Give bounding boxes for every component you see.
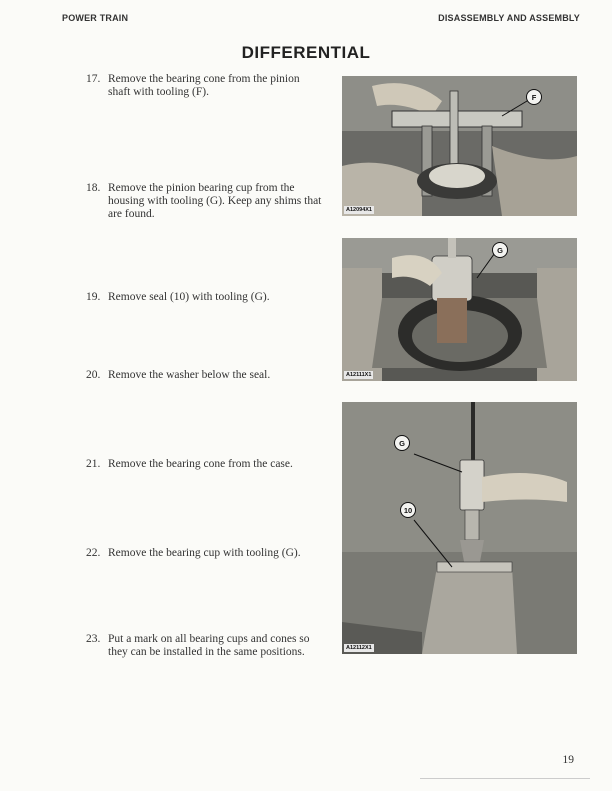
step-18 [86, 182, 322, 221]
photo-bearing-cup-removal [342, 402, 577, 654]
step-number: 22. [86, 547, 101, 559]
step-22 [86, 547, 322, 560]
step-number: 20. [86, 369, 101, 381]
callout-tool-g: G [394, 435, 410, 451]
callout-tool-g: G [492, 242, 508, 258]
step-text: Remove the bearing cup with tooling (G). [108, 547, 301, 559]
step-20 [86, 369, 322, 382]
step-17 [86, 73, 322, 99]
step-21 [86, 458, 322, 471]
photo-bearing-puller [342, 76, 577, 216]
step-number: 19. [86, 291, 101, 303]
callout-tool-f: F [526, 89, 542, 105]
header-chapter-title: DISASSEMBLY AND ASSEMBLY [438, 13, 580, 23]
step-text: Remove the bearing cone from the case. [108, 458, 293, 470]
step-number: 23. [86, 633, 101, 645]
step-23 [86, 633, 322, 659]
photo-reference-code: A12094X1 [346, 207, 372, 213]
step-text: Remove the bearing cone from the pinion shaft with tooling (F). [108, 73, 300, 98]
step-number: 21. [86, 458, 101, 470]
step-19 [86, 291, 322, 304]
page-number: 19 [562, 754, 574, 766]
callout-seal-10: 10 [400, 502, 416, 518]
page-title: DIFFERENTIAL [241, 43, 371, 62]
header-section-title: POWER TRAIN [62, 13, 129, 23]
photo-reference-code: A12112X1 [346, 645, 372, 651]
footer-divider [420, 778, 590, 779]
step-number: 18. [86, 182, 101, 194]
photo-illustration [342, 238, 577, 381]
step-number: 17. [86, 73, 101, 85]
step-text: Remove the pinion bearing cup from the housing with tooling (G). Keep any shims that are found. [108, 182, 322, 220]
step-text: Remove seal (10) with tooling (G). [108, 291, 270, 303]
photo-seal-removal [342, 238, 577, 381]
photo-illustration [342, 402, 577, 654]
step-text: Put a mark on all bearing cups and cones so they can be installed in the same positions. [108, 633, 310, 658]
photo-reference-code: A12111X1 [346, 372, 372, 378]
step-text: Remove the washer below the seal. [108, 369, 271, 381]
